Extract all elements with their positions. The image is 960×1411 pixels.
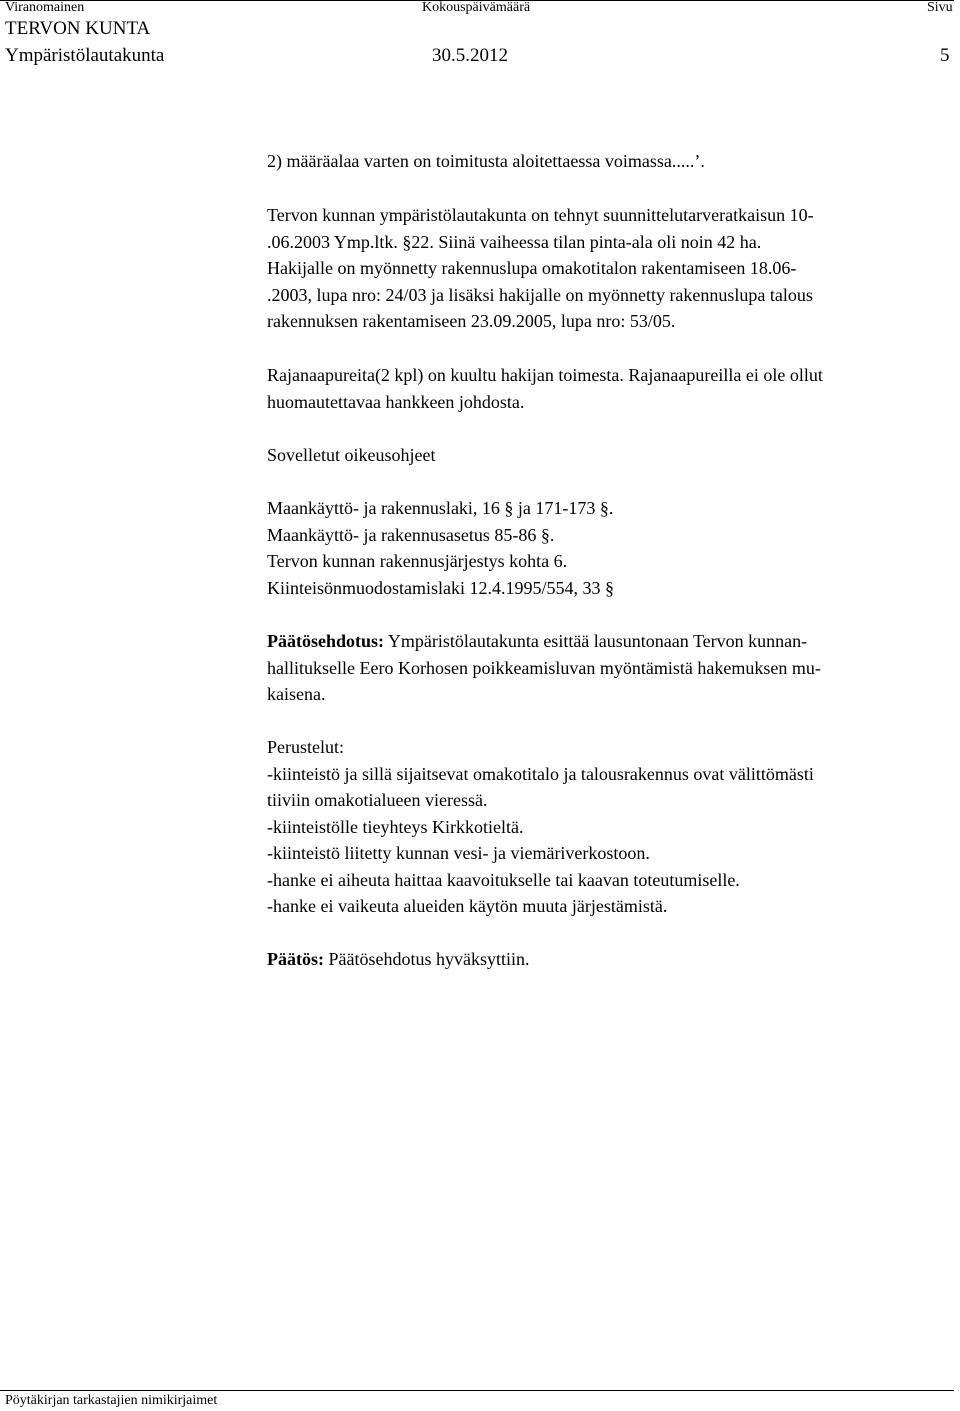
reason-line: -kiinteistö liitetty kunnan vesi- ja viemäriverkostoon. [267, 843, 650, 863]
law-item: Maankäyttö- ja rakennuslaki, 16 § ja 171-173 §. [267, 498, 614, 518]
header-meeting-date: 30.5.2012 [432, 45, 508, 66]
paragraph-line: Rajanaapureita(2 kpl) on kuultu hakijan toimesta. Rajanaapureilla ei ole ollut [267, 365, 823, 385]
law-item: Tervon kunnan rakennusjärjestys kohta 6. [267, 551, 568, 571]
law-item: Maankäyttö- ja rakennusasetus 85-86 §. [267, 524, 555, 545]
reason-line: -kiinteistölle tieyhteys Kirkkotieltä. [267, 816, 524, 837]
footer-rule [0, 1390, 954, 1391]
header-date-label: Kokouspäivämäärä [422, 0, 531, 15]
proposal-first-line [267, 628, 821, 655]
header-organization: TERVON KUNTA [5, 18, 151, 39]
decision-label: Päätös: [267, 949, 324, 969]
reasons-label: Perustelut: [267, 737, 344, 757]
header-page-label: Sivu [927, 0, 953, 15]
section-heading: Sovelletut oikeusohjeet [267, 445, 436, 465]
paragraph-line: .2003, lupa nro: 24/03 ja lisäksi hakijalle on myönnetty rakennuslupa talous [267, 284, 813, 305]
clause-line: 2) määräalaa varten on toimitusta aloitettaessa voimassa.....’. [267, 151, 705, 171]
reason-line: -hanke ei aiheuta haittaa kaavoitukselle tai kaavan toteutumiselle. [267, 869, 740, 890]
proposal-text: Ympäristölautakunta esittää lausuntonaan Tervon kunnan- [387, 631, 808, 651]
proposal-paragraph [267, 628, 821, 708]
reason-line: -kiinteistö ja sillä sijaitsevat omakotitalo ja talousrakennus ovat välittömästi [267, 763, 814, 784]
paragraph-line: rakennuksen rakentamiseen 23.09.2005, lupa nro: 53/05. [267, 311, 676, 331]
reasons-block [267, 734, 814, 920]
reason-line: tiiviin omakotialueen vieressä. [267, 790, 488, 810]
paragraph-line: .06.2003 Ymp.ltk. §22. Siinä vaiheessa tilan pinta-ala oli noin 42 ha. [267, 231, 762, 252]
paragraph-line: Hakijalle on myönnetty rakennuslupa omakotitalon rakentamiseen 18.06- [267, 258, 797, 278]
law-item: Kiinteisönmuodostamislaki 12.4.1995/554, 33 § [267, 577, 614, 598]
paragraph-history [267, 202, 814, 335]
paragraph-line: Tervon kunnan ympäristölautakunta on tehnyt suunnittelutarveratkaisun 10- [267, 205, 814, 225]
header-page-number: 5 [940, 45, 950, 66]
footer-initials-label: Pöytäkirjan tarkastajien nimikirjaimet [5, 1393, 218, 1408]
header-board: Ympäristölautakunta [5, 45, 165, 66]
decision-text: Päätösehdotus hyväksyttiin. [328, 949, 530, 969]
paragraph-neighbours [267, 362, 823, 415]
header-authority-label: Viranomainen [5, 0, 85, 15]
reason-line: -hanke ei vaikeuta alueiden käytön muuta järjestämistä. [267, 896, 668, 916]
decision-line [267, 946, 530, 973]
paragraph-line: kaisena. [267, 684, 326, 704]
proposal-label: Päätösehdotus: [267, 631, 385, 651]
paragraph-line: hallitukselle Eero Korhosen poikkeamisluvan myöntämistä hakemuksen mu- [267, 657, 821, 678]
law-list [267, 495, 614, 601]
paragraph-line: huomautettavaa hankkeen johdosta. [267, 391, 525, 412]
